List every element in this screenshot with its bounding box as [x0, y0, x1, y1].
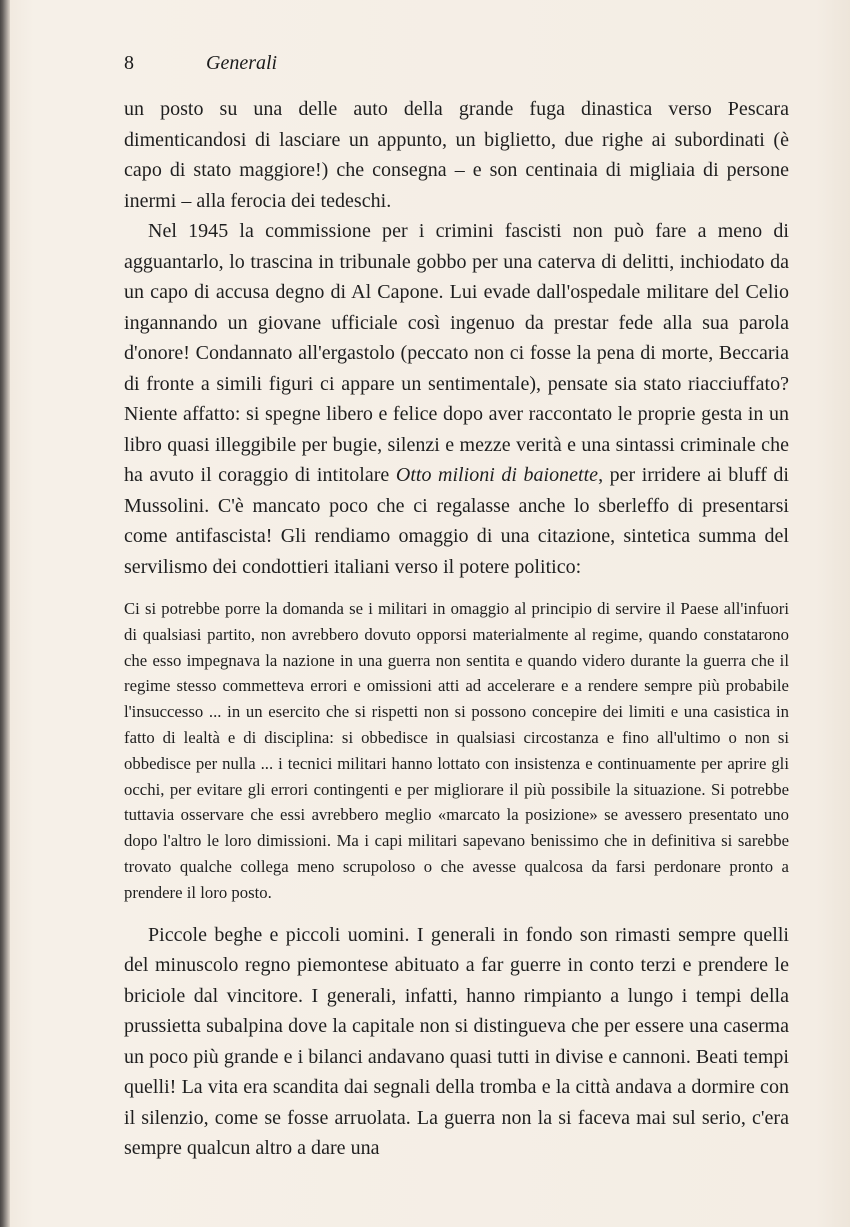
- paragraph-2-text-start: Nel 1945 la commissione per i crimini fascisti non può fare a meno di agguantarlo, lo trascina in tribunale gobbo per una caterva di delitti, inchiodato da un capo di accusa degno di Al Capone. Lui evade dall'ospedale militare del Celio ingannando un giovane ufficiale così ingenuo da prestar fede alla sua parola d'onore! Condannato all'ergastolo (peccato non ci fosse la pena di morte, Beccaria di fronte a simili figuri ci appare un sentimentale), pensate sia stato riacciuffato? Niente affatto: si spegne libero e felice dopo aver raccontato le proprie gesta in un libro quasi illeggibile per bugie, silenzi e mezze verità e una sintassi criminale che ha avuto il coraggio di intitolare: [124, 220, 789, 486]
- page-text-block: [124, 94, 789, 1164]
- paragraph-2: [124, 216, 789, 582]
- book-title: Otto milioni di baionette: [395, 464, 599, 486]
- running-head: Generali: [206, 52, 278, 74]
- paragraph-3: Piccole beghe e piccoli uomini. I generali in fondo son rimasti sempre quelli del minuscolo regno piemontese abituato a far guerre in conto terzi e prendere le briciole dal vincitore. I generali, infatti, hanno rimpianto a lungo i tempi della prussietta subalpina dove la capitale non si distingueva che per essere una caserma un poco più grande e i bilanci andavano quasi tutti in divise e cannoni. Beati tempi quelli! La vita era scandita dai segnali della tromba e la città andava a dormire con il silenzio, come se fosse arruolata. La guerra non la si faceva mai sul serio, c'era sempre qualcun altro a dare una: [124, 923, 789, 1160]
- paragraph-2-text-end: , per irridere ai bluff di Mussolini. C'è mancato poco che ci regalasse anche lo sberleffo di presentarsi come antifascista! Gli rendiamo omaggio di una citazione, sintetica summa del servilismo dei condottieri italiani verso il potere politico:: [124, 464, 789, 578]
- paragraph-1: un posto su una delle auto della grande fuga dinastica verso Pescara dimenticandosi di lasciare un appunto, un biglietto, due righe ai subordinati (è capo di stato maggiore!) che consegna – e son centinaia di migliaia di persone inermi – alla ferocia dei tedeschi.: [124, 98, 789, 212]
- page-number: 8: [124, 52, 134, 74]
- block-quote: Ci si potrebbe porre la domanda se i militari in omaggio al principio di servire il Paese all'infuori di qualsiasi partito, non avrebbero dovuto opporsi materialmente al regime, quando constatarono che esso impegnava la nazione in una guerra non sentita e quando videro durante la guerra che il regime stesso commetteva errori e omissioni atti ad accelerare e a rendere sempre più probabile l'insuccesso ... in un esercito che si rispetti non si possono concepire dei limiti e una casistica in fatto di lealtà e di disciplina: si obbedisce in qualsiasi circostanza e fino all'ultimo o non si obbedisce per nulla ... i tecnici militari hanno lottato con insistenza e continuamente per aprire gli occhi, per evitare gli errori contingenti e per migliorare il più possibile la situazione. Si potrebbe tuttavia osservare che essi avrebbero meglio «marcato la posizione» se avessero presentato uno dopo l'altro le loro dimissioni. Ma i capi militari sapevano benissimo che in definitiva si sarebbe trovato qualche collega meno scrupoloso o che avesse qualcosa da farsi perdonare pronto a prendere il loro posto.: [124, 599, 789, 902]
- page-gutter-shadow: [0, 0, 10, 1227]
